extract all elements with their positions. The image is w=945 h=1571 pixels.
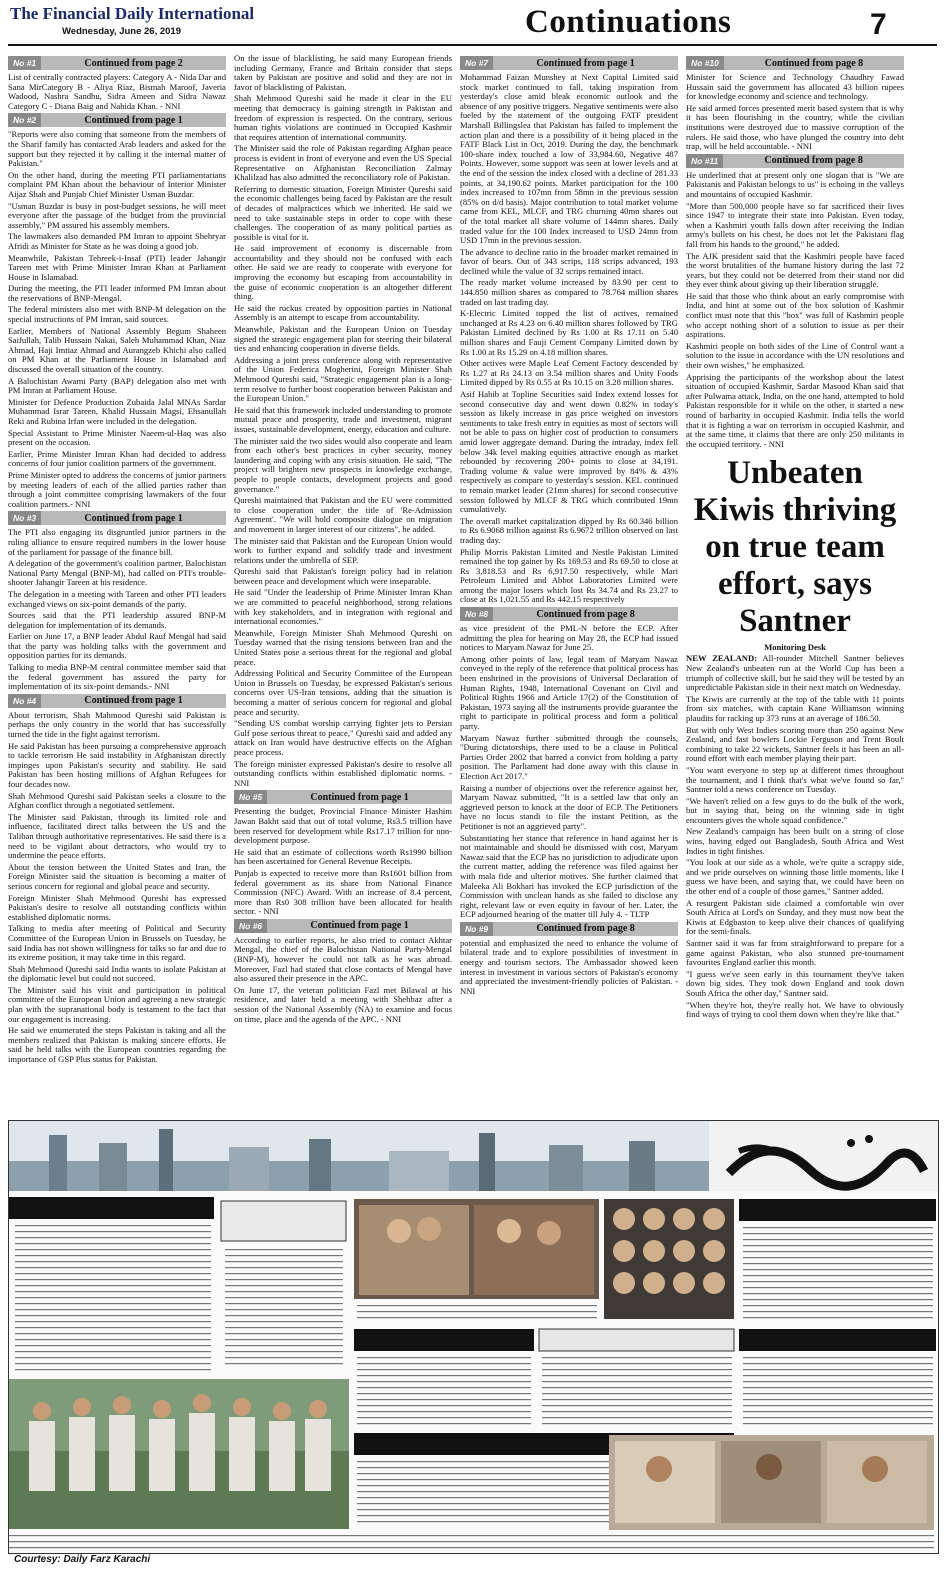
continuation-label: Continued from page 1 — [84, 114, 183, 126]
paragraph-text: "I guess we've seen early in this tournament they've taken down big sides. They took down England and took down South Africa the other day," Santner said. — [686, 968, 904, 998]
article-paragraph — [686, 252, 904, 290]
continuation-header — [686, 154, 904, 168]
paragraph-text: About the tension between the United States and Iran, the Foreign Minister said the situation is becoming a matter of serious concern for regional and global peace and security. — [8, 861, 226, 891]
paragraph-text: "We haven't relied on a few guys to do the bulk of the work, but in saying that, being on the winning side in tight encounters gives the whole squad confidence." — [686, 795, 904, 825]
article-paragraph — [8, 711, 226, 740]
continuation-label: Continued from page 1 — [310, 920, 409, 932]
article-paragraph — [686, 797, 904, 826]
article-paragraph — [8, 232, 226, 251]
paragraph-text: Asif Habib at Topline Securities said Index extend losses for second consecutive day and went down 0.82% in today's session as likely increase in gas price weighed on investors sentiments to take fresh entry in equities as most of sectors will not be able to pass on higher cost of production to consumers amid lower aggregate demand. During the intraday, index fell below 34k level making equities attractive enough as market rebounded by recovering 200+ points to close at 34,191. Trading volume & value were improved by 84% & 43% respectively as compare to yesterday's session. KEL continued to remain market leader (21mn shares) for second consecutive session followed by MLCF & TRG which contributed 19mn cumulatively. — [460, 389, 678, 515]
article-paragraph — [460, 624, 678, 653]
article-paragraph — [234, 325, 452, 354]
article-paragraph — [8, 171, 226, 200]
article-paragraph — [8, 894, 226, 923]
paragraph-text: The delegation in a meeting with Tareen and other PTI leaders exchanged views on six-point demands of the party. — [8, 588, 226, 609]
article-paragraph — [8, 254, 226, 283]
article-paragraph — [234, 437, 452, 495]
article-paragraph — [460, 939, 678, 997]
article-paragraph — [234, 406, 452, 435]
paragraph-text: Presenting the budget, Provincial Finance Minister Hashim Jawan Bakht said that out of total volume, Rs3.5 trillion have been reserved for development while Rs17.17 trillion for non-development purpose. — [234, 806, 452, 846]
paragraph-text: Minister for Defence Production Zubaida Jalal MNAs Sardar Muhammad Israr Tareen, Khalid Hussain Magsi, Ehsanullah Reki and Rubina Irfan were included in the delegation. — [8, 396, 226, 426]
article-paragraph — [8, 471, 226, 509]
paragraph-text: Among other points of law, legal team of Maryam Nawaz conveyed in the reply of the reference that political process has been enshrined in the provisions of Universal Declaration of Human Rights, 1948, International Covenant on Civil and Political Rights 1966 and Article 17(2) of the Constitution of Pakistan, 1973 saying all the instruments provide guarantee the right to participate in political process and form a political party. — [460, 653, 678, 731]
article-paragraph — [460, 390, 678, 515]
urdu-supplement — [8, 1120, 939, 1554]
paragraph-text: The PTI also engaging its disgruntled junior partners in the ruling alliance to ensure required numbers in the lower house of the parliament for passage of the finance bill. — [8, 527, 226, 557]
paragraph-text: The minister said the two sides would also cooperate and learn from each other's best practices in cyber security, money laundering and coping with any crisis situation. He said, "The project will brighten new prospects in knowledge exchange, people to people contacts, development projects and good governance." — [234, 435, 452, 494]
article-paragraph — [234, 567, 452, 586]
paragraph-text: During the meeting, the PTI leader informed PM Imran about the reservations of BNP-Mengal. — [8, 283, 226, 303]
paragraph-text: He said Pakistan has been pursuing a comprehensive approach to tackle terrorism He said instability in Afghanistan directly impinges upon Pakistan's security and stability. He said Pakistan has been hosting millions of Afghan Refugees for four decades now. — [8, 740, 226, 789]
continuation-header — [234, 790, 452, 804]
continuation-number: No #6 — [234, 919, 267, 933]
continuation-number: No #10 — [686, 56, 724, 70]
paragraph-text: The minister said that Pakistan and the European Union would work to further expand and solidify trade and investment relations under the umbrella of SEP. — [234, 535, 452, 565]
article-paragraph — [686, 73, 904, 102]
paragraph-text: "Usman Buzdar is busy in post-budget sessions, he will meet everyone after the passage of the budget from the provincial assembly," PM assured his assembly members. — [8, 200, 226, 230]
continuation-label: Continued from page 1 — [84, 695, 183, 707]
paragraph-text: "Sending US combat worship carrying fighter jets to Persian Gulf pose serious threat to peace," Qureshi said and added any attack on Iran would have destructive effects on the Afghan peace process. — [234, 718, 452, 757]
article-paragraph — [8, 611, 226, 630]
article-paragraph — [234, 244, 452, 302]
paragraph-text: He underlined that at present only one slogan that is "We are Pakistanis and Pakistan belongs to us" is echoing in the valleys and mountains of occupied Kashmir. — [686, 169, 904, 199]
paragraph-text: Foreign Minister Shah Mehmood Qureshi has expressed Pakistan's desire to resolve all outstanding conflicts within established diplomatic norms. — [8, 892, 226, 922]
continuation-label: Continued from page 8 — [764, 57, 864, 69]
paragraph-text: Earlier, Members of National Assembly Begum Shaheen Saifullah, Talib Hussain Nakai, Saleh Muhammad Khan, Niaz Ahmad, Haji Imtiaz Ahmad and Aurangzeb Khichi also called on PM Khan at the Parliament House in Islamabad and discussed the overall situation of the country. — [8, 325, 226, 375]
paragraph-text: The foreign minister expressed Pakistan's desire to resolve all outstanding conflicts within established diplomatic norms. - NNI — [234, 758, 452, 788]
paragraph-text: Substantiating her stance that reference in hand against her is not maintainable and should be dismissed with cost, Maryam Nawaz said that the ECP has no jurisdiction to adjudicate upon the current matter, adding the reference was filed against her with mala fide and ulterior motives. She further claimed that Maleeka Ali Bokhari has invoked the ECP jurisdiction of the Commission with unclean hands as she failed to disclose any right, relevant law or even equity in favour of her. Later, the ECP adjourned hearing of the matter till July 4. - TLTP — [460, 832, 678, 920]
continuation-header — [8, 694, 226, 708]
article-paragraph — [460, 359, 678, 388]
paragraph-text: Meanwhile, Pakistan and the European Union on Tuesday signed the strategic engagement plan for steering their bilateral ties and enhancing cooperation in diverse fields. — [234, 324, 452, 354]
article-paragraph — [234, 869, 452, 917]
paragraph-text: He said that this framework included understanding to promote mutual peace and prosperity, trade and investment, migrant issues, sustainable development, energy, education and culture. — [234, 404, 452, 434]
continuation-header — [8, 511, 226, 525]
continuation-header — [460, 922, 678, 936]
article-paragraph — [234, 185, 452, 243]
article-paragraph — [234, 496, 452, 534]
paragraph-text: A delegation of the government's coalition partner, Balochistan National Party Mengal (BNP-M), had called on PTI's trouble-shooter Jahangir Tareen at his residence. — [8, 558, 226, 588]
continuation-number: No #2 — [8, 113, 41, 127]
continuation-label: Continued from page 1 — [536, 57, 635, 69]
continuation-number: No #3 — [8, 511, 41, 525]
paragraph-text: The advance to decline ratio in the broader market remained in favor of bears. Out of 343 scrips, 118 scrips advanced, 193 declined while the value of 32 scrips remained intact. — [460, 246, 678, 276]
article-paragraph — [686, 726, 904, 764]
paragraph-text: The Minister said Pakistan, through its limited role and influence, facilitated direct talks between the US and the Taliban through authoritative representatives. He said there is a need to be vigilant about detractors, who would try to undermine the peace efforts. — [8, 811, 226, 861]
paragraph-text: He said "Under the leadership of Prime Minister Imran Khan we are committed to peaceful neighborhood, strong relations with key stakeholders, and in integration with regional and international economies." — [234, 587, 452, 627]
paragraph-text: "You look at our side as a whole, we're quite a scrappy side, and we pride ourselves on winning those little moments, like I guess we have been, and saying that, we could have been on the other end of a couple of those games," Santner added. — [686, 857, 904, 897]
article-paragraph — [234, 848, 452, 867]
story-headline: Unbeaten Kiwis thriving on true team effort, says Santner — [693, 455, 897, 640]
article-paragraph — [686, 939, 904, 968]
article-paragraph — [686, 827, 904, 856]
paragraph-text: He said armed forces presented merit based system that is why it has been flourishing in the country, while the civilian institutions were destroyed due to massive corruption of the rulers. He said those, who have plunged the country into debt trap, will be held accountable. - NNI — [686, 102, 904, 152]
paragraph-text: Meanwhile, Foreign Minister Shah Mehmood Qureshi on Tuesday warned that the rising tensions between Iran and the United States pose a serious threat for the regional and global peace. — [234, 627, 452, 667]
article-paragraph — [686, 654, 904, 692]
page-number: 7 — [870, 8, 887, 41]
article-paragraph — [8, 632, 226, 661]
article-paragraph — [686, 342, 904, 371]
continuation-label: Continued from page 2 — [84, 57, 183, 69]
paragraph-text: On June 17, the veteran politician Fazl met Bilawal at his residence, and later held a meeting with Shehbaz after a session of the National Assembly (NA) to examine and focus on time, place and the agenda of the APC. - NNI — [234, 984, 452, 1024]
paragraph-text: Raising a number of objections over the reference against her, Maryam Nawaz submitted, "It is a settled law that only an aggrieved person to knock at the door of ECP. The Petitioners have no locus standi to file the instant Petition, as the Petitioner is not an aggrieved party". — [460, 782, 678, 831]
article-paragraph — [8, 528, 226, 557]
paragraph-text: "Reports were also coming that someone from the members of the Sharif family has contacted Arab leaders and asked for the support but they rejected it by calling it the internal matter of Pakistan." — [8, 129, 226, 169]
continuation-label: Continued from page 8 — [536, 923, 635, 935]
article-paragraph — [8, 590, 226, 609]
article-paragraph — [8, 813, 226, 861]
masthead-rule — [8, 44, 937, 46]
column-2 — [234, 54, 452, 1114]
paragraph-text: Maryam Nawaz further submitted through the counsels, "During dictatorships, there used to be a clause in Political Parties Order 2002 that barred a convict from holding a party position. The Parliament had done away with this clause in Election Act 2017." — [460, 732, 678, 781]
article-paragraph — [234, 986, 452, 1024]
paragraph-text: Philip Morris Pakistan Limited and Nestle Pakistan Limited remained the top gainer by Rs 169.53 and Rs 69.50 to close at Rs 3,818.53 and Rs 6,917.50 respectively, while Mari Petroleum Limited and Abbot Laboratories Limited were among the major losers which lost Rs 34.74 and Rs 23.27 to close at Rs 1,021.55 and Rs 442.15 respectively — [460, 546, 678, 605]
article-paragraph — [8, 305, 226, 324]
article-paragraph — [460, 73, 678, 246]
continuation-label: Continued from page 1 — [310, 791, 409, 803]
paragraph-text: Shah Mehmood Qureshi said India wants to isolate Pakistan at the diplomatic level but could not succeed. — [8, 963, 226, 984]
article-paragraph — [686, 104, 904, 152]
article-paragraph — [686, 292, 904, 340]
article-paragraph — [8, 377, 226, 396]
paragraph-text: Meanwhile, Pakistan Tehreek-i-Insaf (PTI) leader Jahangir Tareen met with Prime Minister Imran Khan at Parliament House in Islamabad. — [8, 252, 226, 282]
paragraph-text: Other actives were Maple Leaf Cement Factory descended by Rs 1.27 at Rs 24.13 on 3.54 million shares and Unity Foods Limited dipped by Rs 0.55 at Rs 10.15 on 3.28 million shares. — [460, 358, 678, 388]
continuation-header — [8, 56, 226, 70]
paragraph-text: On the other hand, during the meeting PTI parliamentarians complaint PM Khan about the behaviour of Interior Minister Aijaz Shah and Punjab Chief Minister Usman Buzdar. — [8, 169, 226, 199]
article-paragraph — [686, 1001, 904, 1020]
article-paragraph — [460, 548, 678, 606]
paragraph-text: The lawmakers also demanded PM Imran to appoint Shehryar Afridi as Minister for State as he was doing a good job. — [8, 231, 226, 251]
paragraph-text: Qureshi maintained that Pakistan and the EU were committed to close cooperation under the title of 'Re-Admission Agreement'. "We will hold composite dialogue on migration and movement in larger interest of our citizens", he added. — [234, 495, 452, 534]
article-paragraph — [234, 669, 452, 717]
paragraph-text: Talking to media after meeting of Political and Security Committee of the European Union in Brussels on Tuesday, he said India has not shown willingness for talks so far and due to its extreme position, it may take time in this regard. — [8, 923, 226, 963]
article-paragraph — [234, 760, 452, 789]
continuation-number: No #4 — [8, 694, 41, 708]
article-paragraph — [8, 924, 226, 962]
paragraph-text: The Minister said the role of Pakistan regarding Afghan peace process is evident in front of everyone and even the US Special Representative on Afghanistan Reconciliation Zalmay Khalilzad has also admitted the reconciliatory role of Pakistan. — [234, 143, 452, 183]
paragraph-text: Sources said that the PTI leadership assured BNP-M delegation for implementation of its demands. — [8, 610, 226, 630]
article-paragraph — [8, 73, 226, 111]
continuation-label: Continued from page 1 — [84, 512, 183, 524]
column-4 — [686, 54, 904, 1114]
article-paragraph — [8, 202, 226, 231]
paragraph-text: List of centrally contracted players: Category A - Nida Dar and Sana MirCategory B - Aliya Riaz, Bismah Maroof, Javeria Wadood, Nashra Sandhu, Sidra Ameen and Sidra Nawaz Category C - Diana Baig and Nahida Khan. - NNI — [8, 72, 226, 111]
continuation-header — [8, 113, 226, 127]
article-paragraph — [686, 695, 904, 724]
continuation-header — [460, 56, 678, 70]
paragraph-text: New Zealand's campaign has been built on a string of close wins, having edged out Bangladesh, South Africa and West Indies in tight finishes. — [686, 826, 904, 856]
paragraph-text: "When they're hot, they're really hot. We have to obviously find ways of trying to cool them down when they're like that." — [686, 999, 904, 1020]
paragraph-text: Addressing a joint press conference along with representative of the Union Federica Mogherini, Foreign Minister Shah Mehmood Qureshi said, "Strategic engagement plan is a long-term resolve to further boost cooperation between Pakistan and the European Union." — [234, 354, 452, 404]
article-paragraph — [460, 309, 678, 357]
paragraph-text: The Kiwis are currently at the top of the table with 11 points from six matches, with captain Kane Williamson winning plaudits for racking up 373 runs at an average of 186.50. — [686, 693, 904, 723]
article-paragraph — [8, 398, 226, 427]
paragraph-text: All-rounder Mitchell Santner believes New Zealand's unbeaten run at the World Cup has been a triumph of collective skill, but he said they will be tested by an unpredictable Pakistan side in their next match on Wednesday. — [686, 653, 904, 693]
article-paragraph — [8, 130, 226, 168]
article-paragraph — [686, 858, 904, 896]
paragraph-text: potential and emphasized the need to enhance the volume of bilateral trade and to explore possibilities of investment in energy and tourism sectors. The Ambassador showed keen interest in investment in various sectors of Pakistan's economy and appreciated the investment-friendly policies of Pakistan. - NNI — [460, 937, 678, 996]
article-paragraph — [460, 655, 678, 732]
article-paragraph — [234, 588, 452, 626]
paragraph-text: According to earlier reports, he also tried to contact Akhtar Mengal, the chief of the Balochistan National Party-Mengal (BNP-M), however he could not talk as he was abroad. Moreover, Fazl had stated that close contacts of Mengal have also assured their presence in the APC. — [234, 934, 452, 984]
article-paragraph — [460, 834, 678, 920]
newspaper-name: The Financial Daily International — [10, 4, 255, 23]
paragraph-text: But with only West Indies scoring more than 250 against New Zealand, and fast bowlers Lockie Ferguson and Trent Boult combining to take 22 wickets, Santner feels it has been an all-round effort with each member playing their part. — [686, 724, 904, 764]
continuation-number: No #11 — [686, 154, 723, 168]
continuation-number: No #9 — [460, 922, 493, 936]
article-paragraph — [8, 284, 226, 303]
paragraph-text: Earlier on June 17, a BNP leader Abdul Rauf Mengal had said that the party was holding talks with the government and opposition parties for its demands. — [8, 631, 226, 661]
article-paragraph — [8, 792, 226, 811]
continuation-label: Continued from page 8 — [764, 155, 863, 167]
article-paragraph — [686, 171, 904, 200]
article-paragraph — [460, 517, 678, 546]
paragraph-text: The ready market volume increased by 83.90 per cent to 144.850 million shares as compared to 78.764 million shares traded on last trading day. — [460, 277, 678, 307]
paragraph-text: Addressing Political and Security Committee of the European Union in Brussels on Tuesday, he expressed Pakistan's serious concerns over US-Iran tensions, adding that the situation is becoming a matter of serious concern for regional and global peace and security. — [234, 668, 452, 717]
paragraph-text: A resurgent Pakistan side claimed a comfortable win over South Africa at Lord's on Sunday, and they must now beat the Kiwis at Edgbaston to keep alive their chances of qualifying for the semi-finals. — [686, 897, 904, 937]
article-paragraph — [8, 965, 226, 984]
paragraph-text: Kashmiri people on both sides of the Line of Control want a solution to the issue in accordance with the UN resolutions and their own wishes," he emphasized. — [686, 340, 904, 371]
paragraph-text: A Balochistan Awami Party (BAP) delegation also met with PM Imran at Parliament House. — [8, 375, 226, 396]
paragraph-text: He said we enumerated the steps Pakistan is taking and all the members realized that Pakistan is making sincere efforts. He said he held talks with the European countries regarding the importance of GSP Plus status for Pakistan. — [8, 1025, 226, 1065]
paragraph-text: Talking to media BNP-M central committee member said that the federal government has assured the party for implementation of its six-point demands.- NNI — [8, 662, 226, 692]
paragraph-text: Qureshi said that Pakistan's foreign policy had in relation between peace and development which were inseparable. — [234, 566, 452, 586]
article-paragraph — [234, 629, 452, 667]
column-3 — [460, 54, 678, 1114]
paragraph-text: Punjab is expected to receive more than Rs1601 billion from federal government as its share from National Finance Commission (NFC) Award. With an increase of 8.4 percent, more than Rs0 308 trillion have been allocated for health sector. - NNI — [234, 867, 452, 917]
paragraph-text: Apprising the participants of the workshop about the latest situation of occupied Kashmir, Sardar Masood Khan said that after Pulwama attack, India, on the one hand, attempted to hold Pakistan responsible for it while on the other, it started a new round of barbarity in occupied Kashmir. India tells the world that it is fighting a war on terrorism in occupied Kashmir, and at the same time, it claims that there are only 250 militants in the occupied territory. - NNI — [686, 371, 904, 449]
article-paragraph — [686, 766, 904, 795]
article-paragraph — [8, 327, 226, 375]
article-paragraph — [8, 742, 226, 790]
continuation-header — [460, 607, 678, 621]
continuation-label: Continued from page 8 — [536, 608, 635, 620]
paragraph-text: About terrorism, Shah Mahmood Qureshi said Pakistan is perhaps the only country in the world that has successfully turned the tide in the fight against terrorism. — [8, 709, 226, 740]
paragraph-text: The Minister said his visit and participation in political committee of the European Union and agreeing a new strategic plan with the supranational body is testament to the fact that our engagement is increasing. — [8, 984, 226, 1024]
article-paragraph — [234, 54, 452, 92]
continuation-header — [234, 919, 452, 933]
paragraph-text: He said that an estimate of collections worth Rs1990 billion has been ascertained for General Revenue Receipts. — [234, 846, 452, 867]
paragraph-text: The federal ministers also met with BNP-M delegation on the special instructions of PM Imran, said sources. — [8, 304, 226, 325]
story-byline: Monitoring Desk — [764, 642, 826, 653]
article-paragraph — [234, 94, 452, 142]
article-paragraph — [234, 356, 452, 404]
article-paragraph — [460, 734, 678, 782]
article-paragraph — [8, 986, 226, 1024]
paragraph-text: Mohammad Faizan Munshey at Next Capital Limited said stock market continued to fall, taking inspiration from yesterday's close amid bleak economic outlook and the absence of any positive triggers. Negative sentiments were also fueled by the statement of the outgoing FATF president Marshall Billingslea that Pakistan has failed to implement the action plan and there is a possibility of it being placed in the FATF Black List in Oct, 2019. During the day, the benchmark 100-share index touched a low of 33,984.60, Negative 487 Points. However, some support was seen at lower levels and at the end of the session the index closed with a decline of 281.33 points, at 34,190.62 points. Market participation for the 100 index increased to 107mn from 58mn in the previous session (85% on d/d basis). Major contribution to total market volume came from KEL, MLCF, and TRG churning 40mn shares out of the total market all share volume of 144mn shares. Daily traded value for the 100 Index increased to USD 24mn from USD 17mn in the previous session. — [460, 72, 678, 246]
dateline: NEW ZEALAND: — [686, 653, 758, 664]
article-paragraph — [234, 144, 452, 182]
issue-date: Wednesday, June 26, 2019 — [62, 26, 181, 37]
paragraph-text: Santner said it was far from straightforward to prepare for a game against Pakistan, who also stunned pre-tournament favourites England earlier this month. — [686, 938, 904, 968]
courtesy-credit: Courtesy: Daily Farz Karachi — [14, 1554, 151, 1565]
paragraph-text: "You want everyone to step up at different times throughout the tournament, and I think that's what we've found so far," Santner told a news conference on Tuesday. — [686, 764, 904, 795]
article-paragraph — [8, 663, 226, 692]
paragraph-text: Shah Mehmood Qureshi said he made it clear in the EU meeting that democracy is gaining strength in Pakistan and freedom of expression is respected. On the contrary, serious human rights violations are continued in Occupied Kashmir that requires attention of international community. — [234, 93, 452, 142]
article-paragraph — [234, 719, 452, 757]
paragraph-text: "More than 500,000 people have so far sacrificed their lives since 1947 to integrate their state into Pakistan. Even today, when a Kashmiri youth falls down after receiving the Indian army's bullets on his chest, he does not let the Pakistani flag fall from his hands to the ground," he added. — [686, 200, 904, 249]
paragraph-text: Referring to domestic situation, Foreign Minister Qureshi said the economic challenges being faced by Pakistan are the result of decades of malpractices which we inherited. He said we need to take sustainable steps in order to cope with these challenges. The cooperation of as many political parties as possible is vital for it. — [234, 183, 452, 242]
section-title: Continuations — [525, 4, 732, 40]
paragraph-text: Special Assistant to Prime Minister Naeem-ul-Haq was also present on the occasion. — [8, 427, 226, 448]
article-paragraph — [460, 248, 678, 277]
continuation-number: No #5 — [234, 790, 267, 804]
article-paragraph — [686, 970, 904, 999]
article-paragraph — [8, 863, 226, 892]
continuation-header — [686, 56, 904, 70]
paragraph-text: Earlier, Prime Minister Imran Khan had decided to address concerns of four junior coalition partners of the government. — [8, 448, 226, 469]
article-paragraph — [686, 373, 904, 450]
paragraph-text: On the issue of blacklisting, he said many European friends including Germany, France and Britain consider that steps taken by Pakistan are positive and solid and they are not in favor of blacklisting of Pakistan. — [234, 54, 452, 92]
paragraph-text: Prime Minister opted to address the concerns of junior partners by meeting leaders of each of the allied parties rather than through a joint committee comprising lawmakers of the four coalition partners.- NNI — [8, 469, 226, 509]
paragraph-text: Minister for Science and Technology Chaudhry Fawad Hussain said the government has allocated 43 billion rupees for knowledge economy and science and technology. — [686, 72, 904, 102]
article-paragraph — [234, 537, 452, 566]
continuation-number: No #1 — [8, 56, 41, 70]
paragraph-text: He said that those who think about an early compromise with India, and hint at some out of the box solution of Kashmir conflict must note that this "box" was full of Kashmiri people who accept nothing short of a solution to issue as per their aspirations. — [686, 290, 904, 340]
article-paragraph — [460, 278, 678, 307]
article-paragraph — [686, 202, 904, 250]
article-paragraph — [234, 936, 452, 984]
article-paragraph — [460, 784, 678, 832]
paragraph-text: Shah Mehmood Qureshi said Pakistan seeks a closure to the Afghan conflict through a negotiated settlement. — [8, 790, 226, 811]
paragraph-text: The overall market capitalization dipped by Rs 60.346 billion to Rs 6.9068 trillion against Rs 6.9672 trillion observed on last trading day. — [460, 515, 678, 545]
article-paragraph — [234, 304, 452, 323]
continuation-number: No #7 — [460, 56, 493, 70]
article-paragraph — [234, 807, 452, 845]
urdu-supplement-artwork — [9, 1121, 938, 1553]
paragraph-text: The AJK president said that the Kashmiri people have faced the worst brutalities of the humane history during the last 72 years, but they could not be deterred from their stand nor did they ever think about giving up their liberation struggle. — [686, 250, 904, 290]
article-paragraph — [8, 450, 226, 469]
continuation-number: No #8 — [460, 607, 493, 621]
article-paragraph — [8, 1026, 226, 1064]
paragraph-text: He said the ruckus created by opposition parties in National Assembly is an attempt to escape from accountability. — [234, 302, 452, 323]
article-paragraph — [8, 559, 226, 588]
article-paragraph — [686, 899, 904, 937]
paragraph-text: K-Electric Limited topped the list of actives, remained unchanged at Rs 4.23 on 6.40 million shares followed by TRG Pakistan Limited declined by Rs 1.00 at Rs 17.11 on 5.40 million shares and Fauji Cement Company Limited down by Rs 1.00 at Rs 15.29 on 4.18 million shares. — [460, 308, 678, 357]
paragraph-text: He said improvement of economy is discernable from accountability and they should not be confused with each other. He said we are ready to cooperate with everyone for improving the economy but escaping from accountability in the guise of economic cooperation is an altogether different thing. — [234, 243, 452, 302]
column-1 — [8, 54, 226, 1114]
article-paragraph — [8, 429, 226, 448]
paragraph-text: as vice president of the PML-N before the ECP. After admitting the plea for hearing on May 28, the ECP had issued notices to Maryam Nawaz for June 25. — [460, 623, 678, 653]
